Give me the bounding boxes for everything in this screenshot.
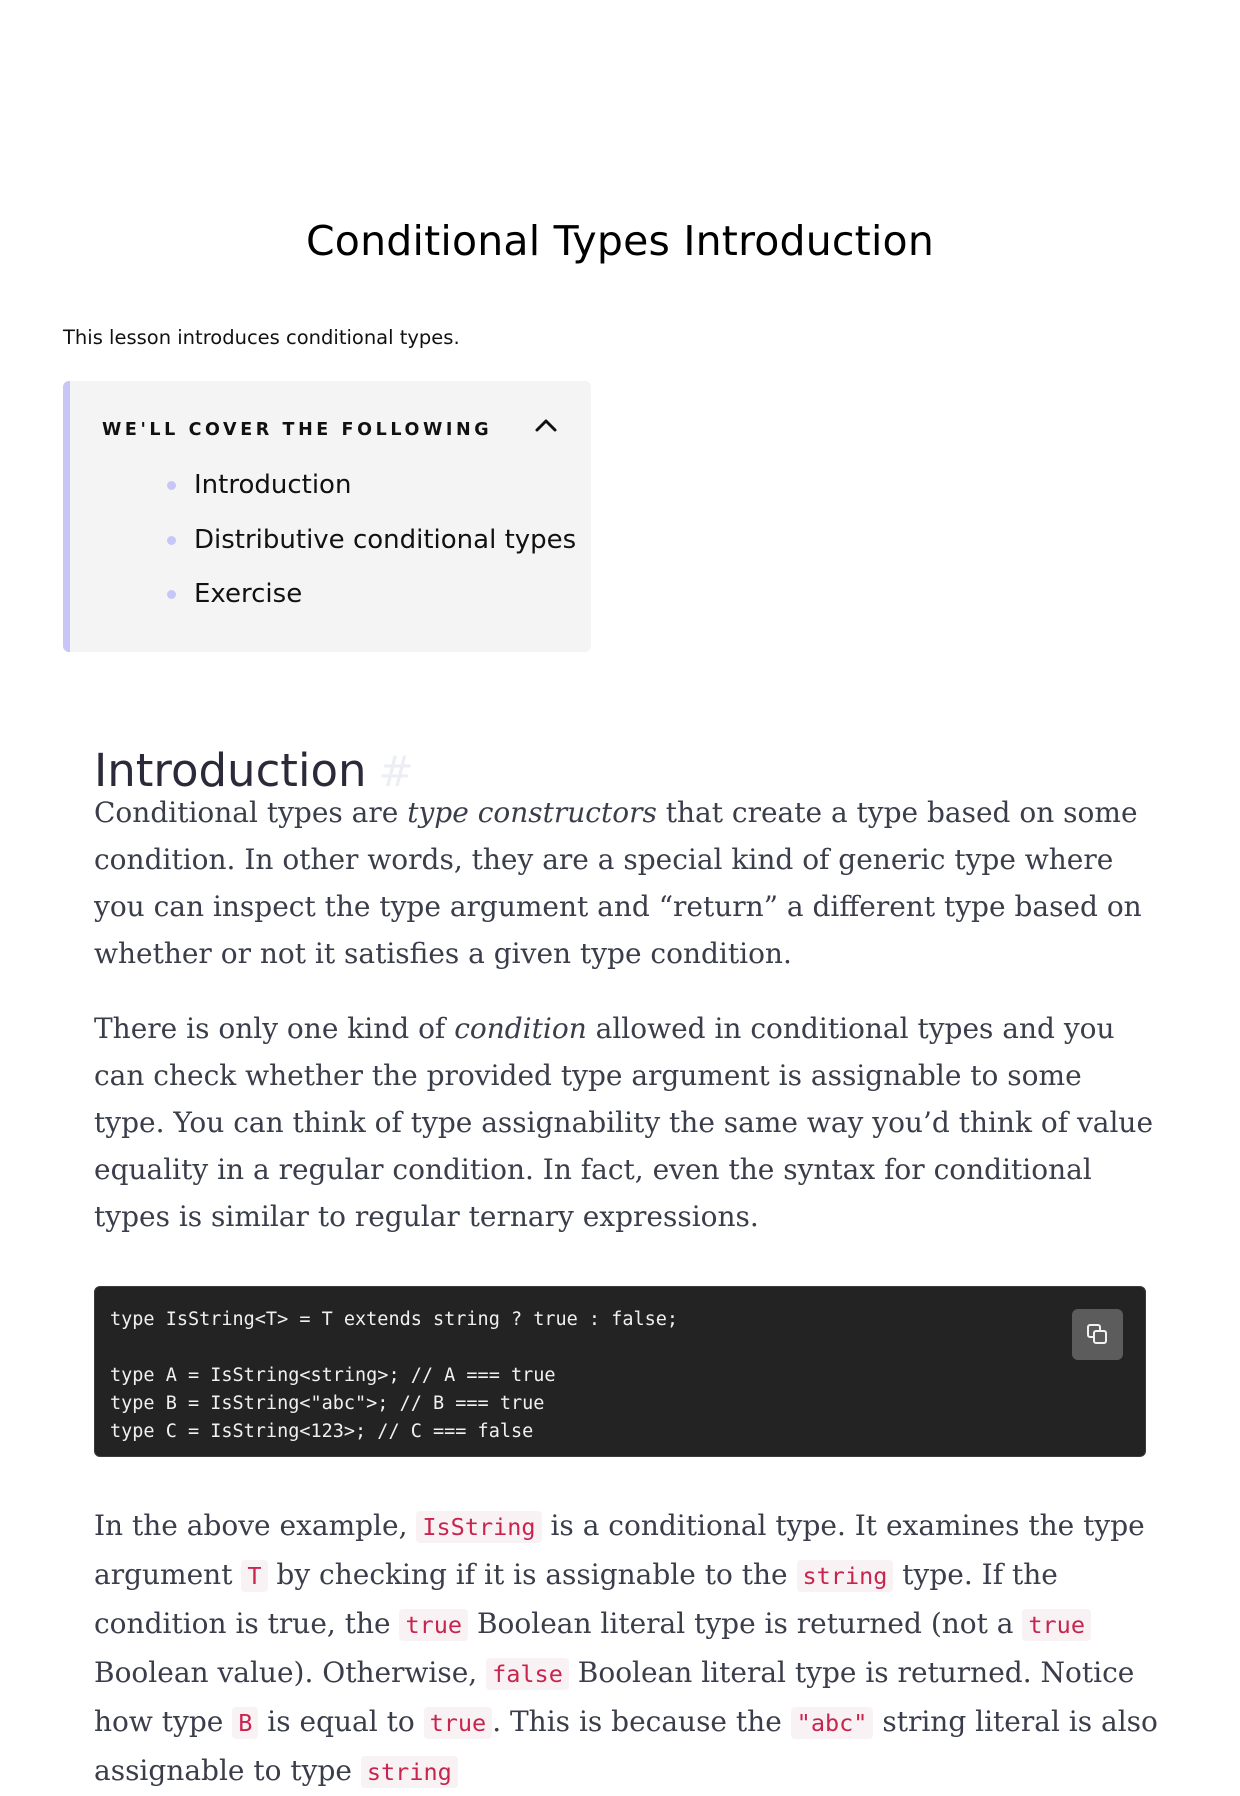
inline-code: T	[241, 1560, 267, 1592]
inline-code: "abc"	[791, 1707, 874, 1739]
text-span: . This is because the	[492, 1705, 791, 1738]
code-block	[94, 1286, 1146, 1457]
toc-panel	[63, 381, 591, 652]
toc-item-introduction[interactable]	[70, 465, 576, 520]
text-span: that create a type based on some condition. In other words, they are a special kind of generic type where you can inspect the type argument and “return” a different type based on whether or not it satisfies a given type condition.	[94, 796, 1142, 970]
chevron-up-icon	[531, 411, 561, 441]
bullet-icon	[167, 590, 176, 599]
paragraph-example-explanation	[94, 1502, 1159, 1796]
toc-item-exercise[interactable]	[70, 574, 576, 629]
inline-code: true	[424, 1707, 493, 1739]
text-span: In the above example,	[94, 1509, 417, 1542]
paragraph-intro	[94, 789, 1159, 977]
inline-code: true	[399, 1609, 468, 1641]
text-span: is a conditional type. It examines the type argument	[94, 1509, 1145, 1591]
text-span: There is only one kind of	[94, 1012, 455, 1045]
text-span: allowed in conditional types and you can check whether the provided type argument is assignable to some type. You can think of type assignability the same way you’d think of value equality in a regular condition. In fact, even the syntax for conditional types is similar to regular ternary expressions.	[94, 1012, 1154, 1233]
inline-code: IsString	[416, 1511, 541, 1543]
lesson-summary: This lesson introduces conditional types.	[63, 326, 460, 349]
toc-header: WE'LL COVER THE FOLLOWING	[102, 420, 493, 440]
toc-item-label: Distributive conditional types	[194, 524, 577, 555]
text-span: Conditional types are	[94, 796, 408, 829]
emphasis-text: condition	[454, 1012, 587, 1045]
inline-code: B	[232, 1707, 258, 1739]
toc-item-label: Introduction	[194, 470, 352, 500]
bullet-icon	[167, 536, 176, 545]
toc-list	[70, 465, 576, 629]
bullet-icon	[167, 481, 176, 490]
text-span: type. If the condition is true, the	[94, 1558, 1058, 1640]
copy-icon	[1085, 1322, 1110, 1347]
inline-code: true	[1022, 1609, 1091, 1641]
code-content[interactable]: type IsString<T> = T extends string ? true : false; type A = IsString<string>; // A === true type B = IsString<"abc">; // B === true type C = IsString<123>; // C === false	[110, 1309, 679, 1442]
heading-anchor-link[interactable]: #	[378, 747, 414, 797]
text-span: string literal is also assignable to type	[94, 1705, 1158, 1787]
inline-code: false	[486, 1658, 569, 1690]
emphasis-text: type constructors	[407, 796, 657, 829]
text-span: by checking if it is assignable to the	[267, 1558, 797, 1591]
page-title: Conditional Types Introduction	[305, 217, 935, 266]
copy-code-button[interactable]	[1072, 1309, 1123, 1360]
inline-code: string	[361, 1756, 458, 1788]
text-span: Boolean value). Otherwise,	[94, 1656, 487, 1689]
text-span: is equal to	[258, 1705, 424, 1738]
paragraph-condition	[94, 1005, 1159, 1240]
section-heading-text: Introduction	[94, 744, 367, 798]
toc-item-label: Exercise	[194, 579, 303, 609]
inline-code: string	[797, 1560, 894, 1592]
toc-item-distributive-conditional-types[interactable]	[70, 520, 576, 575]
text-span: Boolean literal type is returned (not a	[468, 1607, 1023, 1640]
text-span: Boolean literal type is returned. Notice how type	[94, 1656, 1135, 1738]
toc-collapse-button[interactable]	[531, 411, 561, 441]
